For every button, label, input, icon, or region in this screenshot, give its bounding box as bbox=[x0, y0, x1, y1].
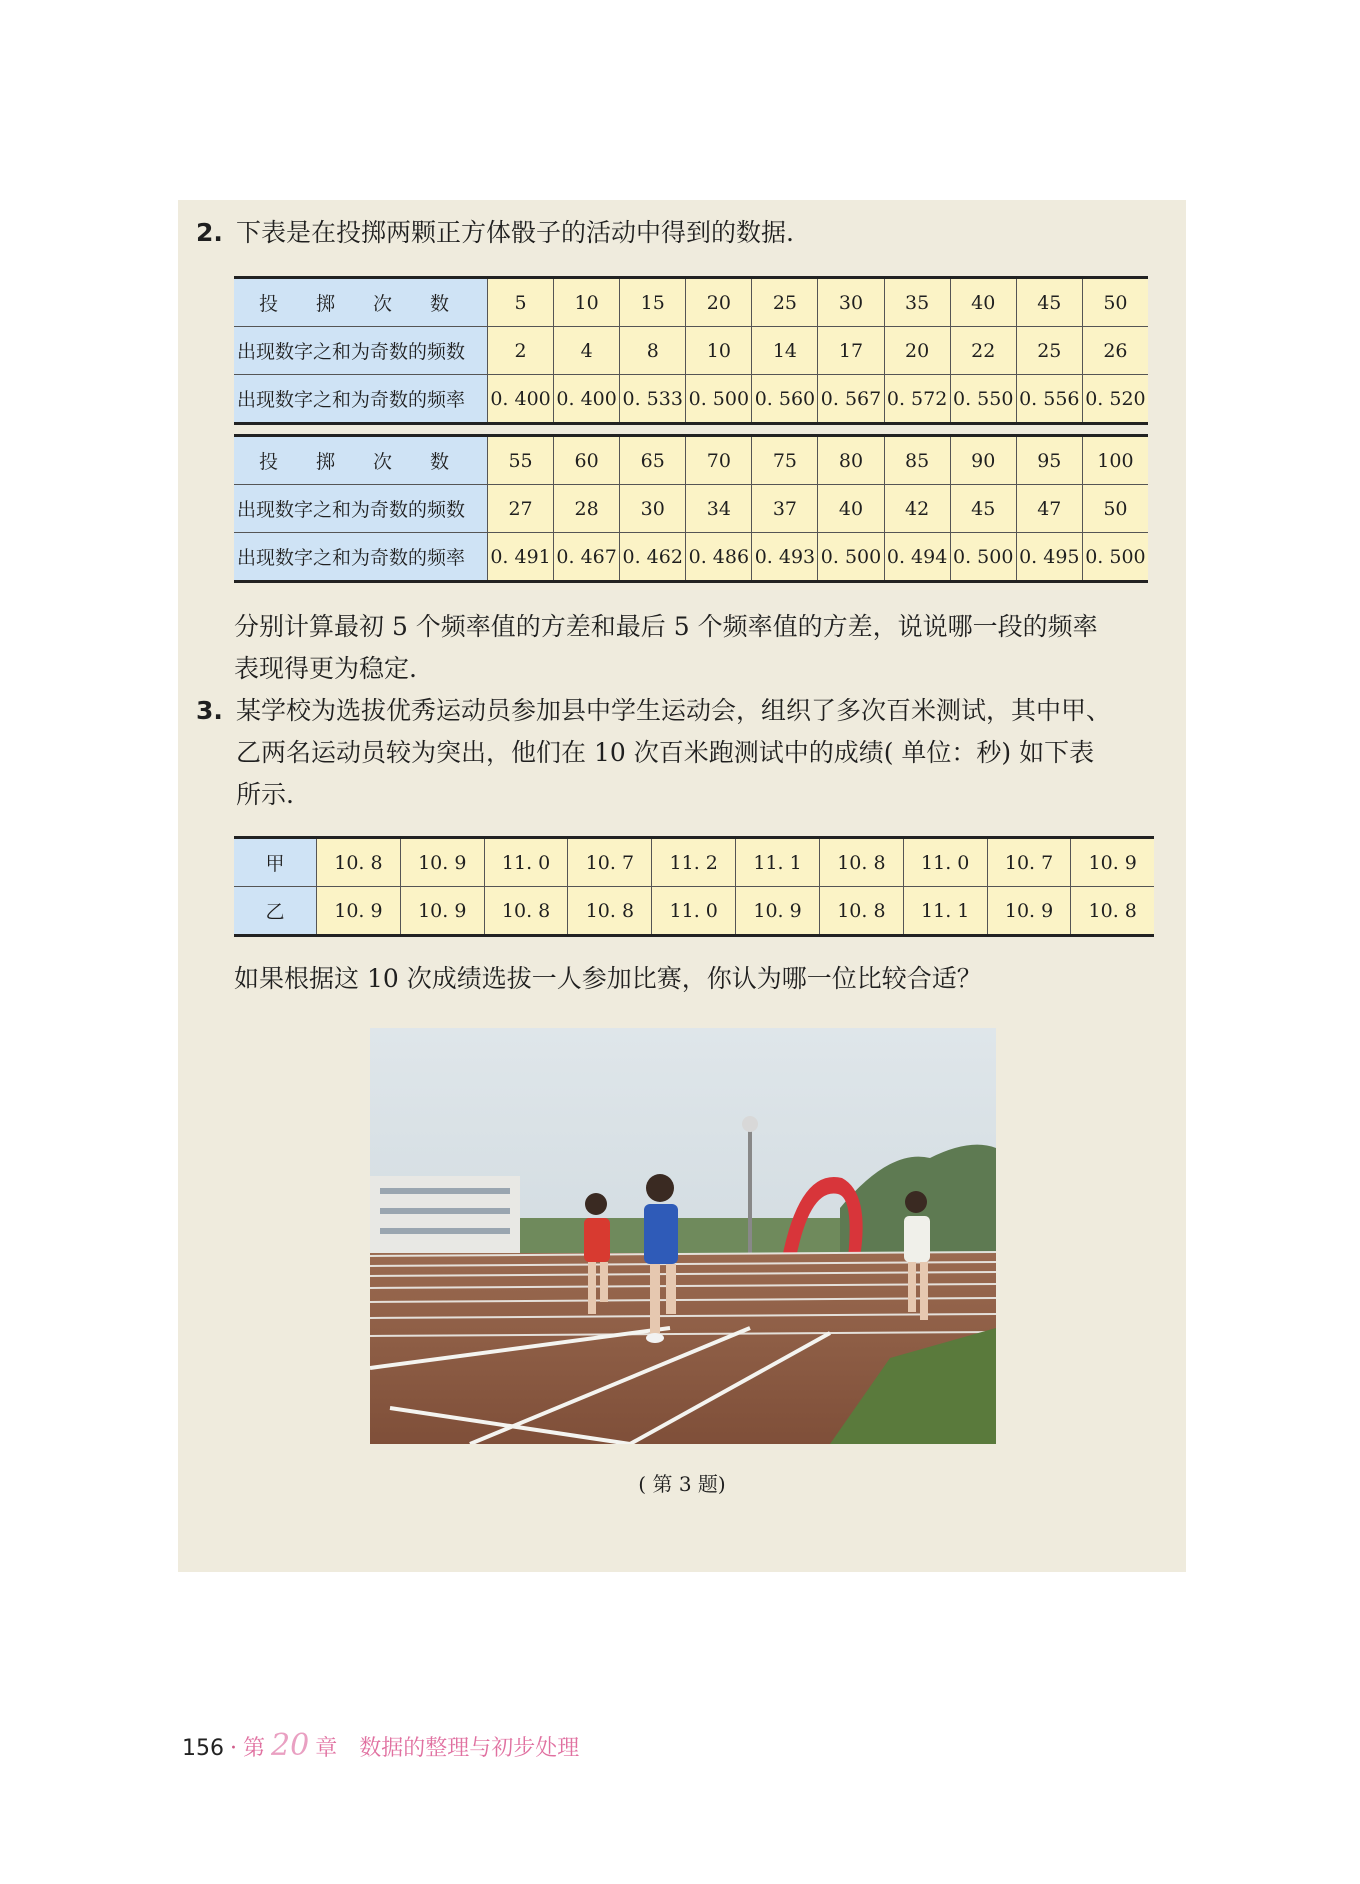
score-cell: 10. 9 bbox=[1071, 838, 1154, 887]
score-cell: 10. 9 bbox=[317, 887, 401, 936]
throw-count-cell: 95 bbox=[1016, 436, 1082, 485]
table-row bbox=[234, 278, 1148, 327]
score-cell: 10. 8 bbox=[568, 887, 652, 936]
runner-a-label: 甲 bbox=[234, 838, 317, 887]
throw-count-cell: 85 bbox=[884, 436, 950, 485]
odd-frequency-count-cell: 37 bbox=[752, 485, 818, 533]
odd-frequency-rate-cell: 0. 467 bbox=[554, 533, 620, 582]
separator-dot: · bbox=[230, 1736, 237, 1761]
table-row bbox=[234, 375, 1148, 424]
throw-count-cell: 10 bbox=[554, 278, 620, 327]
throw-count-cell: 70 bbox=[686, 436, 752, 485]
odd-frequency-count-cell: 8 bbox=[620, 327, 686, 375]
table-row bbox=[234, 436, 1148, 485]
odd-frequency-count-cell: 10 bbox=[686, 327, 752, 375]
row-label: 出现数字之和为奇数的频率 bbox=[234, 533, 488, 582]
problem-2-question: 分别计算最初 5 个频率值的方差和最后 5 个频率值的方差，说说哪一段的频率 表现得更为稳定. bbox=[234, 612, 1098, 683]
race-photo bbox=[370, 1028, 996, 1444]
score-cell: 10. 9 bbox=[736, 887, 820, 936]
row-label: 出现数字之和为奇数的频数 bbox=[234, 485, 488, 533]
problem-3-intro: 3. 某学校为选拔优秀运动员参加县中学生运动会，组织了多次百米测试，其中甲、 乙两名运动员较为突出，他们在 10 次百米跑测试中的成绩( 单位：秒) 如下表 所示. bbox=[196, 690, 1111, 816]
throw-count-cell: 20 bbox=[686, 278, 752, 327]
throw-count-cell: 15 bbox=[620, 278, 686, 327]
score-cell: 10. 8 bbox=[819, 887, 903, 936]
throw-count-cell: 25 bbox=[752, 278, 818, 327]
table-row bbox=[234, 533, 1148, 582]
score-cell: 11. 1 bbox=[903, 887, 987, 936]
throw-count-cell: 80 bbox=[818, 436, 884, 485]
odd-frequency-rate-cell: 0. 486 bbox=[686, 533, 752, 582]
score-cell: 10. 8 bbox=[317, 838, 401, 887]
problem-number: 3. bbox=[196, 696, 223, 725]
score-cell: 10. 9 bbox=[987, 887, 1071, 936]
dice-table-2 bbox=[234, 434, 1148, 583]
throw-count-cell: 90 bbox=[950, 436, 1016, 485]
odd-frequency-rate-cell: 0. 462 bbox=[620, 533, 686, 582]
odd-frequency-rate-cell: 0. 494 bbox=[884, 533, 950, 582]
odd-frequency-rate-cell: 0. 500 bbox=[950, 533, 1016, 582]
odd-frequency-count-cell: 17 bbox=[818, 327, 884, 375]
problem-number: 2. bbox=[196, 218, 223, 247]
throw-count-cell: 5 bbox=[488, 278, 554, 327]
exercise-panel bbox=[178, 200, 1186, 1572]
score-cell: 11. 0 bbox=[652, 887, 736, 936]
chapter-title: 数据的整理与初步处理 bbox=[359, 1736, 580, 1761]
table-row bbox=[234, 327, 1148, 375]
odd-frequency-rate-cell: 0. 550 bbox=[950, 375, 1016, 424]
chapter-prefix: 第 bbox=[243, 1736, 266, 1761]
score-cell: 10. 7 bbox=[987, 838, 1071, 887]
odd-frequency-count-cell: 2 bbox=[488, 327, 554, 375]
throw-count-cell: 45 bbox=[1016, 278, 1082, 327]
row-label: 投 掷 次 数 bbox=[234, 436, 488, 485]
row-label: 出现数字之和为奇数的频率 bbox=[234, 375, 488, 424]
throw-count-cell: 40 bbox=[950, 278, 1016, 327]
page-footer bbox=[182, 1728, 579, 1763]
odd-frequency-rate-cell: 0. 533 bbox=[620, 375, 686, 424]
odd-frequency-rate-cell: 0. 567 bbox=[818, 375, 884, 424]
photo-caption: ( 第 3 题) bbox=[638, 1472, 726, 1496]
score-cell: 10. 8 bbox=[1071, 887, 1154, 936]
throw-count-cell: 100 bbox=[1082, 436, 1148, 485]
odd-frequency-count-cell: 25 bbox=[1016, 327, 1082, 375]
throw-count-cell: 60 bbox=[554, 436, 620, 485]
odd-frequency-rate-cell: 0. 500 bbox=[818, 533, 884, 582]
sprint-score-table bbox=[234, 836, 1154, 937]
page-number: 156 bbox=[182, 1736, 224, 1761]
chapter-suffix: 章 bbox=[315, 1736, 338, 1761]
score-cell: 11. 1 bbox=[736, 838, 820, 887]
score-cell: 10. 8 bbox=[484, 887, 568, 936]
throw-count-cell: 35 bbox=[884, 278, 950, 327]
throw-count-cell: 65 bbox=[620, 436, 686, 485]
odd-frequency-count-cell: 14 bbox=[752, 327, 818, 375]
odd-frequency-count-cell: 42 bbox=[884, 485, 950, 533]
score-cell: 10. 7 bbox=[568, 838, 652, 887]
odd-frequency-rate-cell: 0. 500 bbox=[1082, 533, 1148, 582]
problem-3-question: 如果根据这 10 次成绩选拔一人参加比赛，你认为哪一位比较合适？ bbox=[234, 964, 982, 993]
score-cell: 11. 2 bbox=[652, 838, 736, 887]
score-cell: 11. 0 bbox=[903, 838, 987, 887]
odd-frequency-count-cell: 22 bbox=[950, 327, 1016, 375]
table-row bbox=[234, 838, 1154, 887]
odd-frequency-count-cell: 45 bbox=[950, 485, 1016, 533]
odd-frequency-rate-cell: 0. 493 bbox=[752, 533, 818, 582]
score-cell: 10. 9 bbox=[400, 887, 484, 936]
odd-frequency-rate-cell: 0. 400 bbox=[554, 375, 620, 424]
problem-2-intro: 2. 下表是在投掷两颗正方体骰子的活动中得到的数据. bbox=[196, 212, 794, 254]
score-cell: 11. 0 bbox=[484, 838, 568, 887]
odd-frequency-count-cell: 26 bbox=[1082, 327, 1148, 375]
row-label: 投 掷 次 数 bbox=[234, 278, 488, 327]
odd-frequency-rate-cell: 0. 560 bbox=[752, 375, 818, 424]
odd-frequency-rate-cell: 0. 400 bbox=[488, 375, 554, 424]
throw-count-cell: 30 bbox=[818, 278, 884, 327]
odd-frequency-rate-cell: 0. 520 bbox=[1082, 375, 1148, 424]
race-photo-illustration bbox=[370, 1028, 996, 1444]
row-label: 出现数字之和为奇数的频数 bbox=[234, 327, 488, 375]
throw-count-cell: 55 bbox=[488, 436, 554, 485]
throw-count-cell: 75 bbox=[752, 436, 818, 485]
odd-frequency-count-cell: 40 bbox=[818, 485, 884, 533]
table-row bbox=[234, 887, 1154, 936]
odd-frequency-rate-cell: 0. 556 bbox=[1016, 375, 1082, 424]
throw-count-cell: 50 bbox=[1082, 278, 1148, 327]
odd-frequency-count-cell: 34 bbox=[686, 485, 752, 533]
odd-frequency-rate-cell: 0. 495 bbox=[1016, 533, 1082, 582]
dice-table-1 bbox=[234, 276, 1148, 425]
odd-frequency-rate-cell: 0. 491 bbox=[488, 533, 554, 582]
odd-frequency-count-cell: 27 bbox=[488, 485, 554, 533]
odd-frequency-count-cell: 4 bbox=[554, 327, 620, 375]
odd-frequency-count-cell: 50 bbox=[1082, 485, 1148, 533]
odd-frequency-count-cell: 47 bbox=[1016, 485, 1082, 533]
odd-frequency-rate-cell: 0. 572 bbox=[884, 375, 950, 424]
table-row bbox=[234, 485, 1148, 533]
score-cell: 10. 8 bbox=[819, 838, 903, 887]
score-cell: 10. 9 bbox=[400, 838, 484, 887]
chapter-number: 20 bbox=[271, 1728, 310, 1763]
runner-b-label: 乙 bbox=[234, 887, 317, 936]
odd-frequency-rate-cell: 0. 500 bbox=[686, 375, 752, 424]
odd-frequency-count-cell: 28 bbox=[554, 485, 620, 533]
odd-frequency-count-cell: 20 bbox=[884, 327, 950, 375]
odd-frequency-count-cell: 30 bbox=[620, 485, 686, 533]
